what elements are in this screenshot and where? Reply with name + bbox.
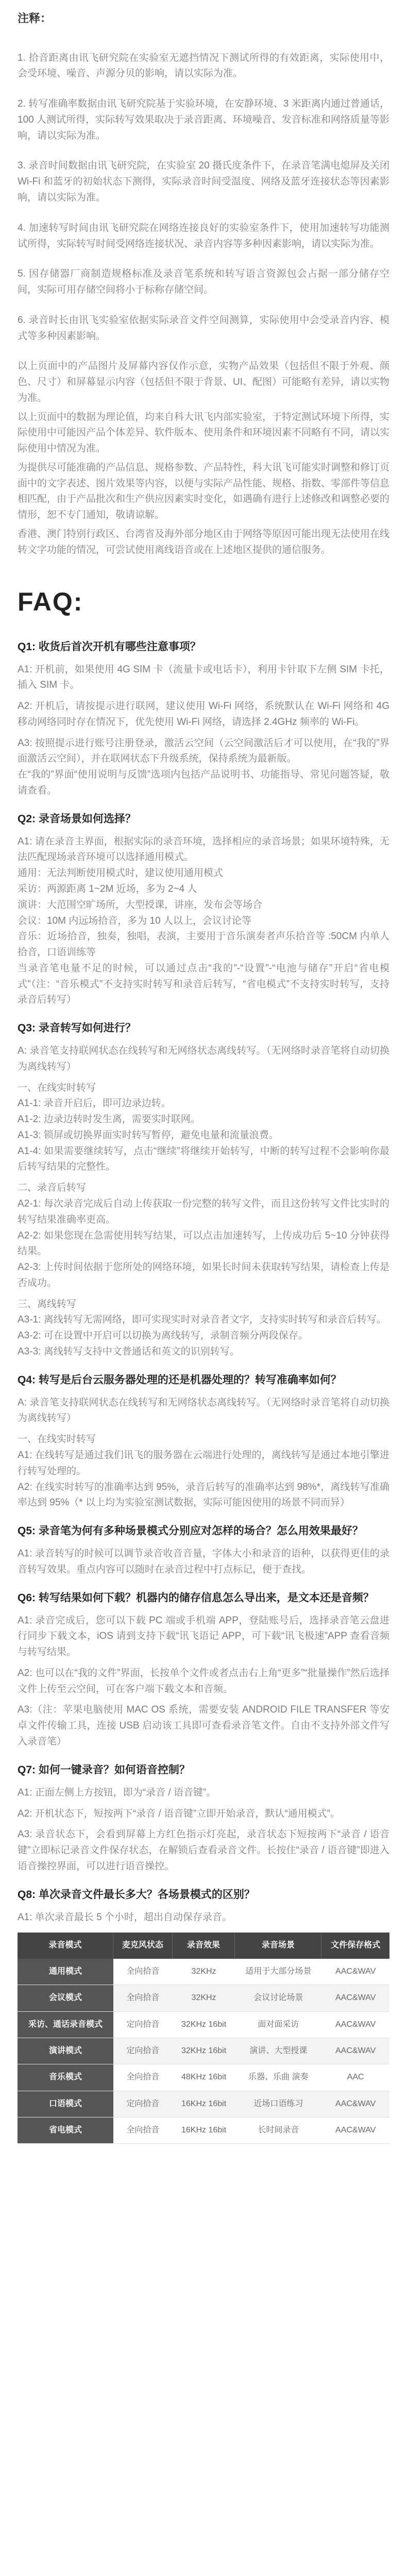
table-cell: 定向拾音	[113, 2038, 173, 2064]
question-q8: Q8: 单次录音文件最长多大？各场景模式的区别？	[18, 1888, 255, 1901]
table-cell: 面对面采访	[235, 2012, 321, 2038]
note-paragraph-6: 6. 录音时长由讯飞实验室依据实际录音文件空间测算，实际使用中会受录音内容、模式等多种因素影响。	[18, 314, 389, 342]
answer-q4-section-1	[18, 1432, 389, 1511]
table-header-cell: 录音场景	[235, 1933, 321, 1958]
answer-line: A1: 在线转写是通过我们讯飞的服务器在云端进行处理的，离线转写是通过本地引擎进行转写处理的。	[18, 1449, 389, 1477]
table-cell: 定向拾音	[113, 2012, 173, 2038]
table-cell: 适用于大部分场景	[235, 1959, 321, 1985]
note-paragraph-5: 5. 因存储器厂商制造规格标准及录音笔系统和转写语言资源包会占据一部分储存空间，实际可用存储空间将小于标称存储空间。	[18, 268, 389, 296]
recording-mode-table	[18, 1933, 389, 2144]
section-title: 一、在线实时转写	[18, 1082, 96, 1093]
answer-line: A1-4: 如果需要继续转写，点击“继续”将继续开始转写，中断的转写过程不会影响你最后转写结果的完整性。	[18, 1145, 389, 1173]
table-cell: 全向拾音	[113, 2117, 173, 2144]
answer-q4-intro: A: 录音笔支持联网状态在线转写和无网络状态离线转写。（无网络时录音笔将自动切换为离线转写）	[18, 1397, 389, 1424]
table-cell: 演讲模式	[18, 2038, 113, 2064]
answer-q3-intro: A: 录音笔支持联网状态在线转写和无网络状态离线转写。（无网络时录音笔将自动切换为离线转写）	[18, 1045, 389, 1072]
answer-q2-line: 音乐：近场拾音，独奏，独唱，表演，主要用于音乐演奏者声乐拾音等 :50CM 内单人拾音，口语训练等	[18, 931, 389, 958]
table-row	[18, 2091, 389, 2117]
answer-line: A2: 在线实时转写的准确率达到 95%，录音后转写的准确率达到 98%*，离线转写准确率达到 95%（* 以上均为实验室测试数据，实际可能因使用的场景不同而异）	[18, 1481, 389, 1509]
table-cell: 省电模式	[18, 2117, 113, 2144]
note-paragraph-2: 2. 转写准确率数据由讯飞研究院基于实验环境，在安静环境、3 米距离内通过普通话，100 人测试所得，实际转写效果取决于录音距离、环境噪音、发音标准和网络质量等影响，请以实际为准。	[18, 98, 389, 141]
question-q2: Q2: 录音场景如何选择？	[18, 812, 136, 825]
faq-q5	[18, 1522, 389, 1578]
table-cell: 近场口语练习	[235, 2091, 321, 2117]
faq-q2	[18, 810, 389, 1008]
disclaimer-paragraph-2: 以上页面中的数据为理论值，均来自科大讯飞内部实验室，于特定测试环境下所得，实际使用中可能因产品个体差异、软件版本、使用条件和环境因素不同略有不同，请以实际使用中情况为准。	[18, 411, 390, 454]
answer-q1-a1: A1: 开机前，如果使用 4G SIM 卡（流量卡或电话卡），利用卡针取下左侧 SIM 卡托，插入 SIM 卡。	[18, 664, 389, 691]
answer-q2-line: 演讲：大范围空旷场所，大型授课，讲座，发布会等场合	[18, 899, 263, 910]
table-cell: 16KHz 16bit	[173, 2091, 235, 2117]
answer-q7-a3: A3: 录音状态下，会看到屏幕上方红色指示灯亮起，录音状态下短按两下“录音 / 语音键”立即标记录音文件保存状态，在解锁后查看录音文件。长按住“录音 / 语音键”即进入语音操控界面，可以进行语音操控。	[18, 1829, 389, 1872]
question-q3: Q3: 录音转写如何进行？	[18, 1022, 136, 1035]
table-cell: 16KHz 16bit	[173, 2117, 235, 2144]
table-row	[18, 2117, 389, 2144]
section-title: 二、录音后转写	[18, 1182, 87, 1194]
table-cell: 32KHz	[173, 1985, 235, 2011]
table-cell: 通用模式	[18, 1959, 113, 1985]
table-row	[18, 1959, 389, 1985]
answer-q3-section-2	[18, 1180, 389, 1291]
disclaimer-paragraph-3: 为提供尽可能准确的产品信息、规格参数、产品特性，科大讯飞可能实时调整和修订页面中的文字表述、图片效果等内容，以便与实际产品性能、规格、指数、零部件等信息相匹配，由于产品批次和生产供应因素实时变化，如遇确有进行上述修改和调整必要的情形，恕不专门通知，敬请谅解。	[18, 462, 390, 521]
answer-q6-a2: A2: 也可以在“我的文件”界面，长按单个文件或者点击右上角“更多”“批量操作”然后选择文件上传至云空间，可在客户端下载文本和音频。	[18, 1667, 389, 1694]
answer-line: A2-1: 每次录音完成后自动上传获取一份完整的转写文件，而且这份转写文件比实时的转写结果准确率更高。	[18, 1198, 389, 1225]
table-cell: 48KHz 16bit	[173, 2064, 235, 2091]
faq-q3	[18, 1020, 389, 1360]
faq-q7	[18, 1761, 389, 1875]
faq-q1	[18, 638, 389, 799]
table-cell: 全向拾音	[113, 1959, 173, 1985]
table-cell: 采访、通话录音模式	[18, 2012, 113, 2038]
table-row	[18, 2012, 389, 2038]
table-header-cell: 文件保存格式	[321, 1933, 389, 1958]
table-cell: AAC&WAV	[321, 1959, 389, 1985]
answer-q2-line: 采访：两源距离 1~2M 近场，多为 2~4 人	[18, 883, 197, 894]
answer-line: A1-3: 锁屏或切换界面实时转写暂停，避免电量和流量浪费。	[18, 1129, 279, 1141]
answer-q7-a2: A2: 开机状态下，短按两下“录音 / 语音键”立即开始录音，默认“通用模式”。	[18, 1808, 340, 1819]
table-cell: 长时间录音	[235, 2117, 321, 2144]
note-paragraph-1: 1. 拾音距离由讯飞研究院在实验室无遮挡情况下测试所得的有效距离，实际使用中，会受环境、噪音、声源分贝的影响，请以实际为准。	[18, 52, 389, 79]
faq-q8	[18, 1886, 389, 2144]
table-cell: 全向拾音	[113, 1985, 173, 2011]
table-cell: AAC&WAV	[321, 2038, 389, 2064]
table-cell: 32KHz	[173, 1959, 235, 1985]
table-cell: AAC&WAV	[321, 2117, 389, 2144]
answer-q2	[18, 834, 389, 1008]
disclaimer-paragraph-4: 香港、澳门特别行政区、台湾省及海外部分地区由于网络等原因可能出现无法使用在线转文字功能的情况，可尝试使用离线语音或在上述地区提供的通信服务。	[18, 529, 390, 555]
question-q5: Q5: 录音笔为何有多种场景模式分别应对怎样的场合？怎么用效果最好？	[18, 1525, 363, 1537]
answer-q2-line: 通用：无法判断使用模式时，建议使用通用模式	[18, 868, 224, 879]
answer-line: A3-3: 离线转写支持中文普通话和英文的识别转写。	[18, 1346, 240, 1357]
answer-q6-a1: A1: 录音完成后，您可以下载 PC 端或手机端 APP，登陆账号后，选择录音笔云盘进行同步下载文本，iOS 请到支持下载“讯飞语记 APP，可下载“讯飞极速”APP 查看音频与转写结果。	[18, 1615, 389, 1658]
table-header-cell: 录音模式	[18, 1933, 113, 1958]
table-cell: 32KHz 16bit	[173, 2038, 235, 2064]
table-row	[18, 2038, 389, 2064]
answer-q8-a1: A1: 单次录音最长 5 个小时，超出自动保存录音。	[18, 1911, 232, 1923]
answer-line: A3-1: 离线转写无需网络，即可实现实时对录音者文字，支持实时转写和录音后转写。	[18, 1314, 386, 1326]
table-row	[18, 1985, 389, 2011]
answer-q2-line: 当录音笔电量不足的时候，可以通过点击“我的”-“设置”-“电池与储存”开启“省电模式”（注：“音乐模式”不支持实时转写和录音后转写，“省电模式”不支持实时转写，支持录音后转写）	[18, 962, 389, 1006]
faq-title: FAQ:	[18, 587, 83, 616]
table-row	[18, 2064, 389, 2091]
table-header-cell: 麦克风状态	[113, 1933, 173, 1958]
table-cell: 定向拾音	[113, 2091, 173, 2117]
answer-q3-section-3	[18, 1297, 389, 1360]
answer-line: A1-1: 录音开启后，即可边录边转。	[18, 1098, 171, 1109]
answer-line: A1-2: 边录边转时发生离，需要实时联网。	[18, 1114, 200, 1125]
answer-q3-section-1	[18, 1080, 389, 1176]
answer-line: A2-2: 如果您现在急需使用转写结果，可以点击加速转写，上传成功后 5~10 分钟获得结果。	[18, 1230, 389, 1257]
table-cell: 会议模式	[18, 1985, 113, 2011]
table-cell: 乐器、乐曲 演奏	[235, 2064, 321, 2091]
question-q4: Q4: 转写是后台云服务器处理的还是机器处理的？转写准确率如何？	[18, 1374, 342, 1386]
table-header-row	[18, 1933, 389, 1958]
table-cell: 全向拾音	[113, 2064, 173, 2091]
question-q1: Q1: 收货后首次开机有哪些注意事项？	[18, 640, 201, 653]
section-title: 一、在线实时转写	[18, 1434, 96, 1445]
note-paragraph-4: 4. 加速转写时间由讯飞研究院在网络连接良好的实验室条件下，使用加速转写功能测试所得，实际转写时间受网络连接状况、录音内容等多种因素影响，请以实际为准。	[18, 222, 389, 249]
table-header-cell: 录音效果	[173, 1933, 235, 1958]
answer-q2-line: A1: 请在录音主界面，根据实际的录音环境，选择相应的录音场景；如果环境特殊，无法匹配现场录音环境可以选择通用模式。	[18, 836, 389, 863]
answer-q1-a3-extra: 在“我的”界面“使用说明与反馈”选项内包括产品说明书、功能指导、常见问题答疑，敬请查看。	[18, 769, 389, 796]
answer-q2-line: 会议：10M 内远场拾音，多为 10 人以上，会议讨论等	[18, 915, 251, 926]
faq-q6	[18, 1589, 389, 1750]
notes-title: 注释：	[18, 12, 52, 25]
section-title: 三、离线转写	[18, 1298, 77, 1310]
table-cell: 口语模式	[18, 2091, 113, 2117]
faq-q4	[18, 1371, 389, 1511]
answer-line: A2-3: 上传时间依据于您所处的网络环境，如果长时间未获取转写结果，请检查上传是否成功。	[18, 1262, 389, 1289]
table-cell: AAC	[321, 2064, 389, 2091]
answer-q6-a3: A3:（注：苹果电脑使用 MAC OS 系统，需要安装 ANDROID FILE TRANSFER 等安卓文件传输工具，连接 USB 启动该工具即可查看录音笔文件。自由不支持外部文件写入录音笔）	[18, 1704, 389, 1747]
table-cell: AAC&WAV	[321, 2091, 389, 2117]
table-cell: 音乐模式	[18, 2064, 113, 2091]
question-q6: Q6: 转写结果如何下载？机器内的储存信息怎么导出来，是文本还是音频？	[18, 1591, 374, 1604]
table-cell: AAC&WAV	[321, 1985, 389, 2011]
table-cell: AAC&WAV	[321, 2012, 389, 2038]
answer-q1-a2: A2: 开机后，请按提示进行联网，建议使用 Wi-Fi 网络，系统默认在 Wi-Fi 网络和 4G 移动网络同时存在情况下，优先使用 Wi-Fi 网络，请选择 2.4GHz 频率的 Wi-Fi。	[18, 701, 389, 727]
table-cell: 32KHz 16bit	[173, 2012, 235, 2038]
disclaimer-paragraph-1: 以上页面中的产品图片及屏幕内容仅作示意，实物产品效果（包括但不限于外观、颜色、尺寸）和屏幕显示内容（包括但不限于背景、UI、配图）可能略有差异，请以实物为准。	[18, 361, 390, 403]
answer-q7-a1: A1: 正面左侧上方按钮，即为“录音 / 语音键”。	[18, 1787, 216, 1798]
answer-q1-a3: A3: 按照提示进行账号注册登录，激活云空间（云空间激活后才可以使用，在“我的”界面激活云空间），并在联网状态下升级系统，保持系统为最新版。	[18, 737, 389, 765]
table-cell: 会议讨论场景	[235, 1985, 321, 2011]
note-paragraph-3: 3. 录音时间数据由讯飞研究院，在实验室 20 摄氏度条件下，在录音笔满电熄屏及关闭 Wi-Fi 和蓝牙的初始状态下测得，实际录音时间受温度、网络及蓝牙连接状态等因素影响，请以实际为准。	[18, 160, 389, 203]
answer-q5-a1: A1: 录音转写的时候可以调节录音收音音量，字体大小和录音的语种，以获得更佳的录音转写效果。重点内容可以随时在录音过程中打点标记，便于查找。	[18, 1548, 389, 1575]
question-q7: Q7: 如何一键录音？如何语音控制？	[18, 1764, 190, 1776]
table-cell: 演讲、大型授课	[235, 2038, 321, 2064]
answer-line: A3-2: 可在设置中开启可以切换为离线转写，录制音频分两段保存。	[18, 1330, 308, 1342]
